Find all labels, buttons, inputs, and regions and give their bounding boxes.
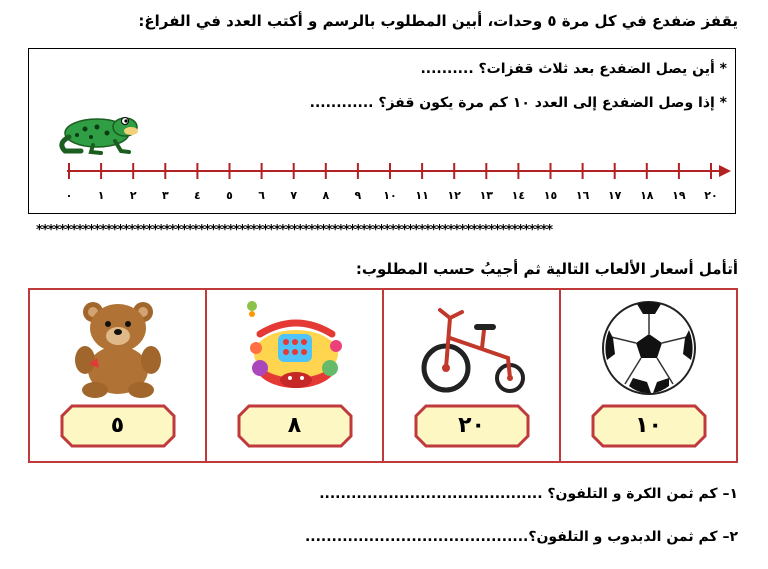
teddy-bear-icon: [63, 298, 173, 398]
answer-question-1: ١– كم ثمن الكرة و التلفون؟ ..........................................: [319, 486, 738, 502]
soccer-ball-icon: [599, 298, 699, 398]
number-line-label: ١٤: [511, 189, 526, 202]
number-line-label: ٣: [161, 189, 169, 202]
number-line-label: ٨: [322, 189, 330, 202]
number-line-label: ٧: [290, 189, 298, 202]
price-tag-phone: [237, 404, 353, 448]
number-line-label: ١٦: [575, 189, 590, 202]
price-value-teddy: ٥: [110, 413, 125, 438]
number-line-label: ٠: [65, 189, 73, 202]
number-line-label: ٢: [129, 189, 137, 202]
number-line-label: ٢٠: [704, 189, 718, 202]
toys-price-grid: [28, 288, 738, 463]
exercise-2-instruction: أتأمل أسعار الألعاب التالية ثم أجيبُ حسب المطلوب:: [355, 260, 738, 278]
number-line-label: ٥: [226, 189, 233, 202]
number-line-label: ٦: [258, 189, 265, 202]
number-line-label: ١٥: [543, 189, 558, 202]
number-line-label: ١٩: [672, 189, 686, 202]
number-line-label: ١١: [415, 189, 429, 202]
number-line-label: ٤: [194, 189, 201, 202]
price-value-tricycle: ٢٠: [458, 413, 485, 438]
toy-phone-icon: [230, 298, 360, 398]
frog-icon: [51, 107, 143, 155]
answer-question-2: ٢– كم ثمن الدبدوب و التلفون؟..........................................: [304, 529, 738, 545]
price-value-phone: ٨: [287, 413, 302, 438]
exercise-1-instruction: يقفز ضفدع في كل مرة ٥ وحدات، أبين المطلوب بالرسم و أكتب العدد في الفراغ:: [138, 12, 738, 30]
price-tag-teddy: [60, 404, 176, 448]
number-line: [29, 149, 735, 213]
toy-cell-tricycle: [382, 290, 559, 461]
star-separator: *****************************************************************************************: [36, 224, 553, 238]
number-line-label: ١٣: [479, 189, 494, 202]
toy-cell-phone: [205, 290, 382, 461]
frog-question-2: * إذا وصل الضفدع إلى العدد ١٠ كم مرة يكون قفز؟ ............: [309, 95, 727, 111]
tricycle-icon: [412, 298, 532, 398]
price-tag-ball: [591, 404, 707, 448]
number-line-label: ٩: [354, 189, 362, 202]
frog-question-1: * أين يصل الضفدع بعد ثلاث قفزات؟ ..........: [420, 61, 727, 77]
price-value-ball: ١٠: [635, 413, 662, 438]
number-line-label: ١٠: [383, 189, 397, 202]
number-line-label: ١٨: [640, 189, 654, 202]
number-line-label: ١٢: [447, 189, 461, 202]
number-line-label: ١: [97, 189, 105, 202]
frog-exercise-box: [28, 48, 736, 214]
toy-cell-teddy: [30, 290, 205, 461]
number-line-label: ١٧: [607, 189, 622, 202]
price-tag-tricycle: [414, 404, 530, 448]
toy-cell-ball: [559, 290, 736, 461]
